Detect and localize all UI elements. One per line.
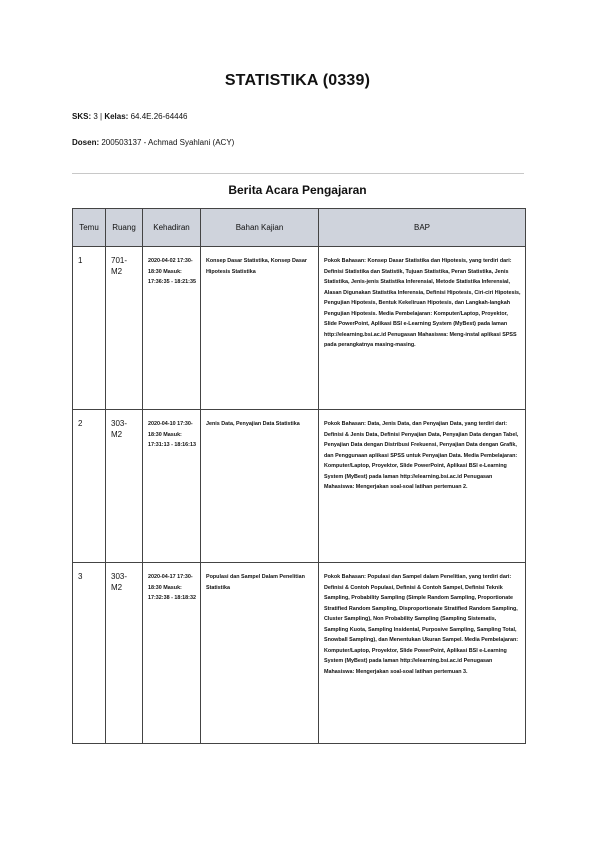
section-title: Berita Acara Pengajaran: [228, 183, 367, 197]
dosen-value: 200503137 - Achmad Syahlani (ACY): [99, 138, 235, 147]
header-temu: Temu: [73, 209, 106, 247]
bap-table: [72, 208, 526, 744]
header-ruang: Ruang: [106, 209, 143, 247]
dosen-label: Dosen:: [72, 138, 100, 147]
cell-bahan-kajian: Populasi dan Sampel Dalam Penelitian Statistika: [201, 563, 319, 744]
sks-value: 3 |: [91, 112, 105, 121]
cell-temu: 3: [73, 563, 106, 744]
cell-temu: 1: [73, 247, 106, 410]
kelas-value: 64.4E.26-64446: [128, 112, 188, 121]
kelas-label: Kelas:: [104, 112, 129, 121]
page-title: STATISTIKA (0339): [224, 72, 371, 89]
header-bap: BAP: [319, 209, 526, 247]
cell-bahan-kajian: Konsep Dasar Statistika, Konsep Dasar Hipotesis Statistika: [201, 247, 319, 410]
cell-ruang: 701-M2: [106, 247, 143, 410]
cell-bap: Pokok Bahasan: Data, Jenis Data, dan Penyajian Data, yang terdiri dari: Definisi & Jenis Data, Definisi Penyajian Data, Penyajian Data dengan Tabel, Penyajian Data dengan Distribusi Frekuensi, Penyajian Data dengan Grafik, dan Penggunaan aplikasi SPSS untuk Penyajian Data. Media Pembelajaran: Komputer/Laptop, Proyektor, Slide PowerPoint, Aplikasi BSI e-Learning System (MyBest) pada laman http://elearning.bsi.ac.id Penugasan Mahasiswa: Mengerjakan soal-soal latihan pertemuan 2.: [319, 410, 526, 563]
sks-label: SKS:: [72, 112, 92, 121]
divider: [72, 173, 524, 174]
cell-bahan-kajian: Jenis Data, Penyajian Data Statistika: [201, 410, 319, 563]
table-row: [73, 563, 526, 744]
header-kehadiran: Kehadiran: [143, 209, 201, 247]
lecturer-line: [72, 138, 234, 147]
cell-kehadiran: 2020-04-10 17:30-18:30 Masuk: 17:31:13 - 18:16:13: [143, 410, 201, 563]
table-row: [73, 247, 526, 410]
cell-temu: 2: [73, 410, 106, 563]
table-header-row: [73, 209, 526, 247]
course-meta-line: [72, 112, 188, 121]
header-bahan-kajian: Bahan Kajian: [201, 209, 319, 247]
cell-kehadiran: 2020-04-17 17:30-18:30 Masuk: 17:32:38 - 18:18:32: [143, 563, 201, 744]
cell-bap: Pokok Bahasan: Populasi dan Sampel dalam Penelitian, yang terdiri dari: Definisi & Contoh Populasi, Definisi & Contoh Sampel, Definisi Teknik Sampling, Probability Sampling (Simple Random Sampling, Proportionate Stratified Random Sampling, Disproportionate Stratified Random Sampling, Cluster Sampling), Non Probability Sampling (Sampling Sistematis, Sampling Kuota, Sampling Insidental, Purposive Sampling, Sampling Total, Snowball Sampling), dan Menentukan Ukuran Sampel. Media Pembelajaran: Komputer/Laptop, Proyektor, Slide PowerPoint, Aplikasi BSI e-Learning System (MyBest) pada laman http://elearning.bsi.ac.id Penugasan Mahasiswa: Mengerjakan soal-soal latihan pertemuan 3.: [319, 563, 526, 744]
cell-kehadiran: 2020-04-02 17:30-18:30 Masuk: 17:36:35 - 18:21:35: [143, 247, 201, 410]
table-row: [73, 410, 526, 563]
cell-ruang: 303-M2: [106, 410, 143, 563]
cell-ruang: 303-M2: [106, 563, 143, 744]
cell-bap: Pokok Bahasan: Konsep Dasar Statistika dan Hipotesis, yang terdiri dari: Definisi Statistika dan Statistik, Tujuan Statistika, Peran Statistika, Jenis Statistika, Jenis-jenis Statistika Inferensial, Metode Statistika Inferensial, Alasan Digunakan Statistika Inferensia, Definisi Hipotesis, Ciri-ciri Hipotesis, Pengujian Hipotesis, Bentuk Kekeliruan Hipotesis, dan Langkah-langkah Pengujian Hipotesis. Media Pembelajaran: Komputer/Laptop, Proyektor, Slide PowerPoint, Aplikasi BSI e-Learning System (MyBest) pada laman http://elearning.bsi.ac.id Penugasan Mahasiswa: Meng-instal aplikasi SPSS pada perangkatnya masing-masing.: [319, 247, 526, 410]
